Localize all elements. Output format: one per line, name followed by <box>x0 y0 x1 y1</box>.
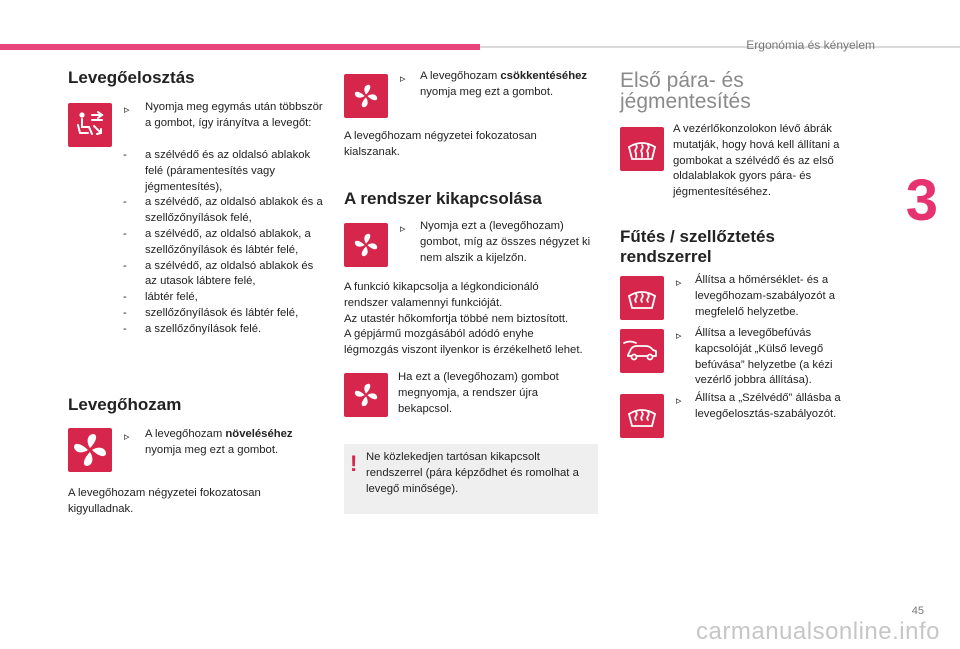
shutdown-description: A funkció kikapcsolja a légkondicionáló rendszer valamennyi funkcióját. Az utastér hőkomfortja többé nem biztosított. A gépjármű mozgásából adódó enyhe légmozgás viszont ilyenkor is érzékelhető lehet. <box>344 281 583 357</box>
bullet-marker: ▹ <box>676 330 682 342</box>
section-title-heating: Fűtés / szellőztetés rendszerrel <box>620 227 775 266</box>
demist-description: A vezérlőkonzolokon lévő ábrák mutatják, hogy hová kell állítani a gombokat a szélvédő és az első oldalablakok gyors pára- és jégmentesítéséhez. <box>673 123 840 199</box>
chapter-title: Ergonómia és kényelem <box>746 38 875 52</box>
front-demist-icon <box>620 127 664 171</box>
heating-step-2: Állítsa a levegőbefúvás kapcsolóját „Külső levegő befúvása” helyzetbe (a kézi vezérlő jobbra állítása). <box>695 327 833 387</box>
restart-note: Ha ezt a (levegőhozam) gombot megnyomja, a rendszer újra bekapcsol. <box>398 371 559 415</box>
list-item: - a szélvédő, az oldalsó ablakok és a szellőzőnyílások felé, <box>123 195 323 227</box>
air-distribution-icon <box>68 103 112 147</box>
fan-icon <box>68 428 112 472</box>
airflow-increase-note: A levegőhozam négyzetei fokozatosan kigyulladnak. <box>68 487 261 515</box>
section-title-distribution: Levegőelosztás <box>68 68 195 87</box>
page-number: 45 <box>911 605 924 617</box>
front-demist-icon <box>620 276 664 320</box>
bullet-marker: ▹ <box>124 104 130 116</box>
airflow-decrease-note: A levegőhozam négyzetei fokozatosan kialszanak. <box>344 130 537 158</box>
bullet-marker: ▹ <box>400 223 406 235</box>
chapter-number: 3 <box>905 168 938 233</box>
warning-icon: ! <box>350 451 358 476</box>
shutdown-instruction: Nyomja ezt a (levegőhozam) gombot, míg az összes négyzet ki nem alszik a kijelzőn. <box>420 220 591 264</box>
header-divider <box>480 46 960 48</box>
heating-step-1: Állítsa a hőmérséklet- és a levegőhozam-szabályozót a megfelelő helyzetbe. <box>695 274 836 318</box>
fan-small-icon <box>344 373 388 417</box>
list-item: - lábtér felé, <box>123 290 323 306</box>
list-item: - szellőzőnyílások és lábtér felé, <box>123 306 323 322</box>
section-title-airflow: Levegőhozam <box>68 395 182 414</box>
section-title-shutdown: A rendszer kikapcsolása <box>344 189 542 208</box>
bullet-marker: ▹ <box>124 431 130 443</box>
list-item: - a szélvédő és az oldalsó ablakok felé (páramentesítés vagy jégmentesítés), <box>123 148 323 195</box>
warning-text: Ne közlekedjen tartósan kikapcsolt rendszerrel (pára képződhet és romolhat a levegő minősége). <box>366 451 579 495</box>
heating-step-3: Állítsa a „Szélvédő” állásba a levegőelosztás-szabályozót. <box>695 392 841 420</box>
distribution-modes-list <box>123 148 323 338</box>
fan-small-icon <box>344 74 388 118</box>
bullet-marker: ▹ <box>400 73 406 85</box>
front-demist-icon <box>620 394 664 438</box>
bullet-marker: ▹ <box>676 395 682 407</box>
airflow-increase-instruction: A levegőhozam növeléséhez nyomja meg ezt a gombot. <box>145 428 293 456</box>
airflow-decrease-instruction: A levegőhozam csökkentéséhez nyomja meg ezt a gombot. <box>420 70 588 98</box>
fan-small-icon <box>344 223 388 267</box>
list-item: - a szellőzőnyílások felé. <box>123 322 323 338</box>
bullet-marker: ▹ <box>676 277 682 289</box>
section-title-demist: Első pára- és jégmentesítés <box>620 69 751 113</box>
header-accent-bar <box>0 44 480 50</box>
distribution-instruction: Nyomja meg egymás után többször a gombot, így irányítva a levegőt: <box>145 101 323 129</box>
list-item: - a szélvédő, az oldalsó ablakok és az utasok lábtere felé, <box>123 259 323 291</box>
watermark: carmanualsonline.info <box>696 618 940 645</box>
list-item: - a szélvédő, az oldalsó ablakok, a szellőzőnyílások és lábtér felé, <box>123 227 323 259</box>
outside-air-icon <box>620 329 664 373</box>
